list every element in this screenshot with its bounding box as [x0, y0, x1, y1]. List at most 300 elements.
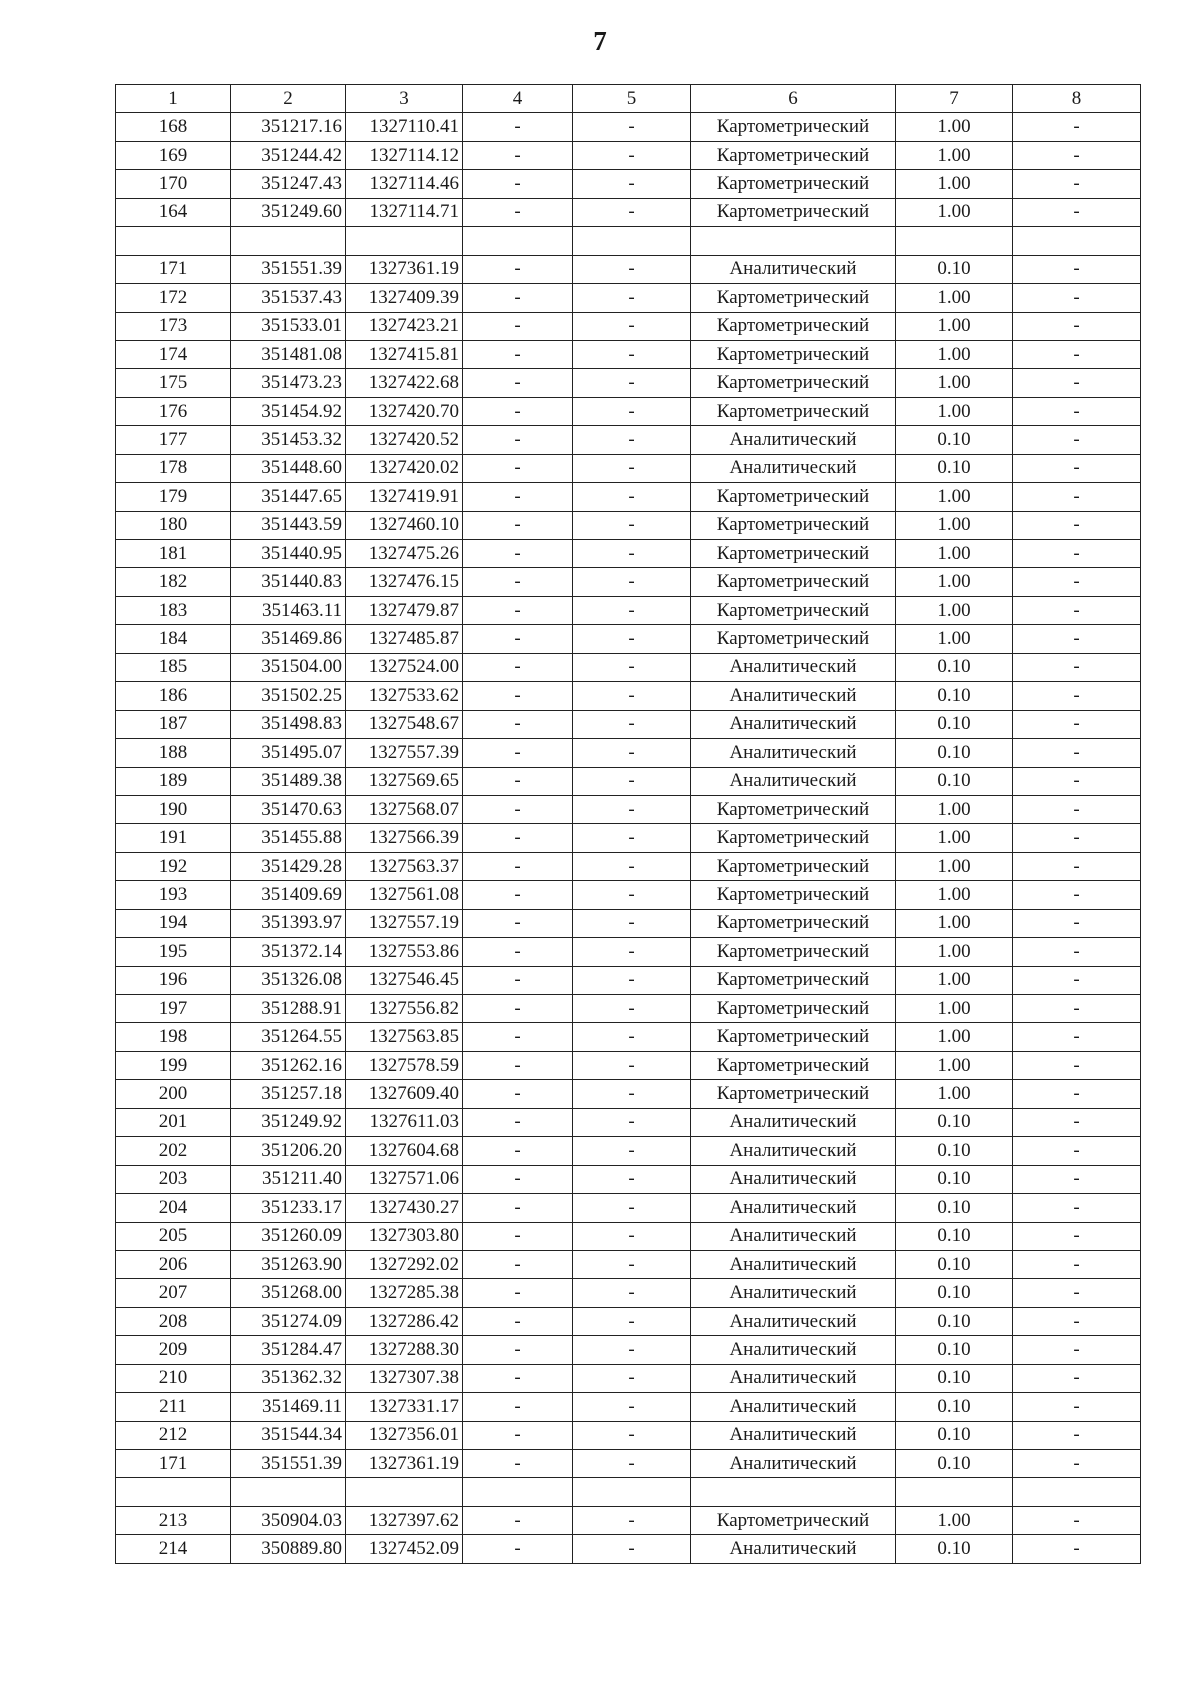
accuracy-cell: 0.10 [896, 1137, 1013, 1165]
col4-cell: - [463, 1137, 573, 1165]
col8-cell: - [1013, 1393, 1141, 1421]
method-cell: Аналитический [691, 1535, 896, 1563]
y-coordinate-cell: 1327548.67 [346, 710, 463, 738]
x-coordinate-cell: 351551.39 [231, 1450, 346, 1478]
point-number-cell: 212 [116, 1421, 231, 1449]
y-coordinate-cell: 1327569.65 [346, 767, 463, 795]
table-row [116, 824, 1141, 852]
method-cell: Аналитический [691, 767, 896, 795]
col8-cell: - [1013, 1108, 1141, 1136]
col5-cell: - [573, 483, 691, 511]
point-number-cell: 204 [116, 1194, 231, 1222]
point-number-cell: 206 [116, 1250, 231, 1278]
header-cell: 3 [346, 85, 463, 113]
col8-cell: - [1013, 1194, 1141, 1222]
x-coordinate-cell: 351533.01 [231, 312, 346, 340]
y-coordinate-cell: 1327361.19 [346, 255, 463, 283]
y-coordinate-cell: 1327561.08 [346, 881, 463, 909]
accuracy-cell: 0.10 [896, 739, 1013, 767]
col4-cell: - [463, 852, 573, 880]
y-coordinate-cell: 1327553.86 [346, 938, 463, 966]
col5-cell: - [573, 653, 691, 681]
accuracy-cell: 0.10 [896, 1279, 1013, 1307]
x-coordinate-cell: 351463.11 [231, 596, 346, 624]
method-cell: Аналитический [691, 1165, 896, 1193]
header-cell: 4 [463, 85, 573, 113]
accuracy-cell: 0.10 [896, 1307, 1013, 1335]
x-coordinate-cell: 351288.91 [231, 995, 346, 1023]
method-cell: Картометрический [691, 369, 896, 397]
point-number-cell: 164 [116, 198, 231, 226]
col8-cell: - [1013, 682, 1141, 710]
table-row [116, 852, 1141, 880]
method-cell: Картометрический [691, 113, 896, 141]
accuracy-cell: 1.00 [896, 397, 1013, 425]
header-cell: 8 [1013, 85, 1141, 113]
method-cell: Аналитический [691, 1364, 896, 1392]
accuracy-cell: 1.00 [896, 909, 1013, 937]
point-number-cell: 168 [116, 113, 231, 141]
point-number-cell: 196 [116, 966, 231, 994]
y-coordinate-cell: 1327292.02 [346, 1250, 463, 1278]
col5-cell: - [573, 426, 691, 454]
method-cell: Аналитический [691, 1336, 896, 1364]
accuracy-cell: 0.10 [896, 1336, 1013, 1364]
col8-cell: - [1013, 767, 1141, 795]
point-number-cell: 171 [116, 255, 231, 283]
x-coordinate-cell: 351440.83 [231, 568, 346, 596]
col5-cell: - [573, 312, 691, 340]
point-number-cell: 210 [116, 1364, 231, 1392]
x-coordinate-cell: 351247.43 [231, 170, 346, 198]
col4-cell: - [463, 909, 573, 937]
method-cell: Аналитический [691, 1137, 896, 1165]
accuracy-cell: 0.10 [896, 454, 1013, 482]
y-coordinate-cell: 1327356.01 [346, 1421, 463, 1449]
col4-cell: - [463, 426, 573, 454]
col5-cell: - [573, 540, 691, 568]
col4-cell: - [463, 369, 573, 397]
x-coordinate-cell: 351211.40 [231, 1165, 346, 1193]
col4-cell: - [463, 454, 573, 482]
col4-cell: - [463, 141, 573, 169]
y-coordinate-cell: 1327420.70 [346, 397, 463, 425]
col4-cell: - [463, 1393, 573, 1421]
point-number-cell: 177 [116, 426, 231, 454]
method-cell: Аналитический [691, 454, 896, 482]
col5-cell: - [573, 113, 691, 141]
col4-cell: - [463, 1336, 573, 1364]
col4-cell: - [463, 1506, 573, 1534]
method-cell: Картометрический [691, 340, 896, 368]
col5-cell: - [573, 1336, 691, 1364]
col8-cell: - [1013, 1222, 1141, 1250]
col4-cell: - [463, 995, 573, 1023]
table-row [116, 653, 1141, 681]
y-coordinate-cell: 1327452.09 [346, 1535, 463, 1563]
col4-cell: - [463, 198, 573, 226]
method-cell: Аналитический [691, 1307, 896, 1335]
col5-cell: - [573, 1023, 691, 1051]
table-row [116, 1051, 1141, 1079]
accuracy-cell: 1.00 [896, 938, 1013, 966]
table-row [116, 113, 1141, 141]
table-row [116, 198, 1141, 226]
col4-cell: - [463, 710, 573, 738]
y-coordinate-cell: 1327611.03 [346, 1108, 463, 1136]
col8-cell: - [1013, 795, 1141, 823]
x-coordinate-cell: 351537.43 [231, 284, 346, 312]
method-cell: Картометрический [691, 198, 896, 226]
col5-cell: - [573, 340, 691, 368]
col5-cell: - [573, 1051, 691, 1079]
x-coordinate-cell: 351453.32 [231, 426, 346, 454]
table-row [116, 1450, 1141, 1478]
point-number-cell: 203 [116, 1165, 231, 1193]
point-number-cell: 199 [116, 1051, 231, 1079]
point-number-cell: 192 [116, 852, 231, 880]
col8-cell: - [1013, 284, 1141, 312]
col4-cell: - [463, 511, 573, 539]
col4-cell: - [463, 1051, 573, 1079]
point-number-cell: 201 [116, 1108, 231, 1136]
col8-cell: - [1013, 852, 1141, 880]
x-coordinate-cell: 351443.59 [231, 511, 346, 539]
accuracy-cell: 1.00 [896, 198, 1013, 226]
method-cell: Картометрический [691, 995, 896, 1023]
header-cell: 2 [231, 85, 346, 113]
col8-cell: - [1013, 454, 1141, 482]
accuracy-cell: 0.10 [896, 767, 1013, 795]
col5-cell: - [573, 767, 691, 795]
header-cell: 1 [116, 85, 231, 113]
x-coordinate-cell: 351217.16 [231, 113, 346, 141]
method-cell: Картометрический [691, 483, 896, 511]
col5-cell: - [573, 1108, 691, 1136]
x-coordinate-cell: 351447.65 [231, 483, 346, 511]
col5-cell: - [573, 824, 691, 852]
col8-cell: - [1013, 966, 1141, 994]
col8-cell: - [1013, 625, 1141, 653]
table-row [116, 483, 1141, 511]
col4-cell: - [463, 1080, 573, 1108]
col5-cell: - [573, 1393, 691, 1421]
col5-cell: - [573, 170, 691, 198]
accuracy-cell: 1.00 [896, 170, 1013, 198]
point-number-cell: 184 [116, 625, 231, 653]
accuracy-cell: 1.00 [896, 795, 1013, 823]
method-cell: Картометрический [691, 966, 896, 994]
x-coordinate-cell: 351481.08 [231, 340, 346, 368]
point-number-cell: 182 [116, 568, 231, 596]
col5-cell: - [573, 596, 691, 624]
col5-cell: - [573, 966, 691, 994]
col8-cell: - [1013, 1535, 1141, 1563]
point-number-cell: 186 [116, 682, 231, 710]
table-row [116, 1307, 1141, 1335]
accuracy-cell: 1.00 [896, 312, 1013, 340]
y-coordinate-cell: 1327571.06 [346, 1165, 463, 1193]
y-coordinate-cell: 1327420.02 [346, 454, 463, 482]
table-row [116, 938, 1141, 966]
y-coordinate-cell: 1327397.62 [346, 1506, 463, 1534]
col5-cell: - [573, 369, 691, 397]
col4-cell [463, 1478, 573, 1506]
col4-cell: - [463, 1023, 573, 1051]
col4-cell: - [463, 881, 573, 909]
y-coordinate-cell: 1327422.68 [346, 369, 463, 397]
col5-cell: - [573, 852, 691, 880]
method-cell: Картометрический [691, 511, 896, 539]
method-cell: Картометрический [691, 795, 896, 823]
table-row [116, 511, 1141, 539]
method-cell: Аналитический [691, 1279, 896, 1307]
accuracy-cell: 1.00 [896, 141, 1013, 169]
y-coordinate-cell: 1327460.10 [346, 511, 463, 539]
y-coordinate-cell: 1327114.46 [346, 170, 463, 198]
col8-cell: - [1013, 1450, 1141, 1478]
col5-cell: - [573, 1165, 691, 1193]
table-row [116, 426, 1141, 454]
x-coordinate-cell [231, 227, 346, 255]
point-number-cell: 178 [116, 454, 231, 482]
x-coordinate-cell: 351429.28 [231, 852, 346, 880]
col4-cell: - [463, 540, 573, 568]
col8-cell: - [1013, 397, 1141, 425]
y-coordinate-cell: 1327331.17 [346, 1393, 463, 1421]
accuracy-cell: 1.00 [896, 369, 1013, 397]
table-row [116, 1421, 1141, 1449]
col4-cell: - [463, 340, 573, 368]
col5-cell: - [573, 1137, 691, 1165]
x-coordinate-cell: 351504.00 [231, 653, 346, 681]
col5-cell: - [573, 1194, 691, 1222]
y-coordinate-cell: 1327476.15 [346, 568, 463, 596]
y-coordinate-cell: 1327524.00 [346, 653, 463, 681]
method-cell: Картометрический [691, 1023, 896, 1051]
accuracy-cell: 1.00 [896, 625, 1013, 653]
col4-cell: - [463, 938, 573, 966]
accuracy-cell: 0.10 [896, 1450, 1013, 1478]
table-row [116, 255, 1141, 283]
table-row [116, 710, 1141, 738]
x-coordinate-cell: 351274.09 [231, 1307, 346, 1335]
method-cell: Аналитический [691, 1393, 896, 1421]
col8-cell: - [1013, 1336, 1141, 1364]
x-coordinate-cell: 351244.42 [231, 141, 346, 169]
col8-cell [1013, 1478, 1141, 1506]
col5-cell: - [573, 1450, 691, 1478]
point-number-cell: 187 [116, 710, 231, 738]
header-cell: 5 [573, 85, 691, 113]
table-row [116, 540, 1141, 568]
point-number-cell: 181 [116, 540, 231, 568]
col4-cell: - [463, 767, 573, 795]
y-coordinate-cell: 1327556.82 [346, 995, 463, 1023]
accuracy-cell: 1.00 [896, 1080, 1013, 1108]
table-row [116, 1222, 1141, 1250]
point-number-cell: 171 [116, 1450, 231, 1478]
point-number-cell: 176 [116, 397, 231, 425]
table-row [116, 1080, 1141, 1108]
col4-cell: - [463, 397, 573, 425]
accuracy-cell: 0.10 [896, 1222, 1013, 1250]
col5-cell: - [573, 1250, 691, 1278]
col8-cell: - [1013, 1165, 1141, 1193]
col4-cell: - [463, 284, 573, 312]
point-number-cell: 174 [116, 340, 231, 368]
method-cell: Аналитический [691, 710, 896, 738]
accuracy-cell: 0.10 [896, 710, 1013, 738]
accuracy-cell: 1.00 [896, 483, 1013, 511]
point-number-cell: 180 [116, 511, 231, 539]
col8-cell: - [1013, 596, 1141, 624]
table-row [116, 170, 1141, 198]
table-row [116, 1393, 1141, 1421]
point-number-cell: 189 [116, 767, 231, 795]
header-cell: 7 [896, 85, 1013, 113]
accuracy-cell: 0.10 [896, 1250, 1013, 1278]
col8-cell: - [1013, 483, 1141, 511]
y-coordinate-cell: 1327563.37 [346, 852, 463, 880]
y-coordinate-cell: 1327557.39 [346, 739, 463, 767]
col5-cell [573, 227, 691, 255]
x-coordinate-cell: 351249.60 [231, 198, 346, 226]
x-coordinate-cell: 351502.25 [231, 682, 346, 710]
accuracy-cell: 1.00 [896, 1051, 1013, 1079]
table-body [116, 113, 1141, 1563]
point-number-cell [116, 227, 231, 255]
col4-cell: - [463, 653, 573, 681]
accuracy-cell: 0.10 [896, 1535, 1013, 1563]
table-row [116, 625, 1141, 653]
method-cell: Аналитический [691, 426, 896, 454]
x-coordinate-cell: 351262.16 [231, 1051, 346, 1079]
method-cell: Картометрический [691, 1506, 896, 1534]
x-coordinate-cell: 351257.18 [231, 1080, 346, 1108]
col4-cell: - [463, 113, 573, 141]
accuracy-cell: 1.00 [896, 1023, 1013, 1051]
method-cell: Аналитический [691, 1421, 896, 1449]
accuracy-cell: 0.10 [896, 255, 1013, 283]
point-number-cell: 205 [116, 1222, 231, 1250]
col8-cell: - [1013, 653, 1141, 681]
col8-cell: - [1013, 568, 1141, 596]
method-cell: Картометрический [691, 909, 896, 937]
x-coordinate-cell: 351263.90 [231, 1250, 346, 1278]
method-cell [691, 1478, 896, 1506]
x-coordinate-cell: 351233.17 [231, 1194, 346, 1222]
col4-cell: - [463, 739, 573, 767]
col5-cell: - [573, 938, 691, 966]
point-number-cell: 191 [116, 824, 231, 852]
accuracy-cell [896, 227, 1013, 255]
method-cell: Картометрический [691, 540, 896, 568]
separator-row [116, 1478, 1141, 1506]
method-cell: Картометрический [691, 596, 896, 624]
col8-cell: - [1013, 1279, 1141, 1307]
point-number-cell: 197 [116, 995, 231, 1023]
col8-cell: - [1013, 1080, 1141, 1108]
col8-cell: - [1013, 1051, 1141, 1079]
col5-cell: - [573, 795, 691, 823]
point-number-cell: 172 [116, 284, 231, 312]
col8-cell: - [1013, 540, 1141, 568]
y-coordinate-cell: 1327307.38 [346, 1364, 463, 1392]
point-number-cell [116, 1478, 231, 1506]
x-coordinate-cell: 351393.97 [231, 909, 346, 937]
method-cell: Картометрический [691, 141, 896, 169]
table-row [116, 1023, 1141, 1051]
y-coordinate-cell: 1327285.38 [346, 1279, 463, 1307]
col5-cell: - [573, 1535, 691, 1563]
col5-cell: - [573, 682, 691, 710]
col4-cell: - [463, 1279, 573, 1307]
point-number-cell: 208 [116, 1307, 231, 1335]
x-coordinate-cell: 351284.47 [231, 1336, 346, 1364]
y-coordinate-cell: 1327479.87 [346, 596, 463, 624]
col4-cell: - [463, 483, 573, 511]
col5-cell: - [573, 511, 691, 539]
x-coordinate-cell: 351551.39 [231, 255, 346, 283]
col4-cell: - [463, 1307, 573, 1335]
x-coordinate-cell: 351409.69 [231, 881, 346, 909]
table-row [116, 1137, 1141, 1165]
col5-cell: - [573, 1279, 691, 1307]
y-coordinate-cell: 1327110.41 [346, 113, 463, 141]
col5-cell: - [573, 1506, 691, 1534]
x-coordinate-cell: 351206.20 [231, 1137, 346, 1165]
x-coordinate-cell: 351260.09 [231, 1222, 346, 1250]
col8-cell: - [1013, 113, 1141, 141]
col8-cell: - [1013, 995, 1141, 1023]
col8-cell: - [1013, 141, 1141, 169]
accuracy-cell: 1.00 [896, 540, 1013, 568]
y-coordinate-cell: 1327288.30 [346, 1336, 463, 1364]
point-number-cell: 202 [116, 1137, 231, 1165]
col4-cell: - [463, 1250, 573, 1278]
x-coordinate-cell: 351469.11 [231, 1393, 346, 1421]
x-coordinate-cell: 351440.95 [231, 540, 346, 568]
point-number-cell: 198 [116, 1023, 231, 1051]
table-row [116, 141, 1141, 169]
col8-cell: - [1013, 1023, 1141, 1051]
method-cell [691, 227, 896, 255]
y-coordinate-cell: 1327485.87 [346, 625, 463, 653]
y-coordinate-cell: 1327566.39 [346, 824, 463, 852]
col8-cell: - [1013, 511, 1141, 539]
col5-cell: - [573, 881, 691, 909]
table-row [116, 1535, 1141, 1563]
accuracy-cell: 1.00 [896, 340, 1013, 368]
col5-cell: - [573, 255, 691, 283]
accuracy-cell: 0.10 [896, 653, 1013, 681]
col8-cell: - [1013, 1307, 1141, 1335]
x-coordinate-cell: 351326.08 [231, 966, 346, 994]
col8-cell: - [1013, 1421, 1141, 1449]
point-number-cell: 207 [116, 1279, 231, 1307]
table-row [116, 1506, 1141, 1534]
method-cell: Аналитический [691, 653, 896, 681]
table-row [116, 995, 1141, 1023]
method-cell: Картометрический [691, 625, 896, 653]
accuracy-cell: 1.00 [896, 966, 1013, 994]
x-coordinate-cell: 351268.00 [231, 1279, 346, 1307]
method-cell: Картометрический [691, 568, 896, 596]
point-number-cell: 190 [116, 795, 231, 823]
col4-cell: - [463, 1222, 573, 1250]
method-cell: Аналитический [691, 1222, 896, 1250]
